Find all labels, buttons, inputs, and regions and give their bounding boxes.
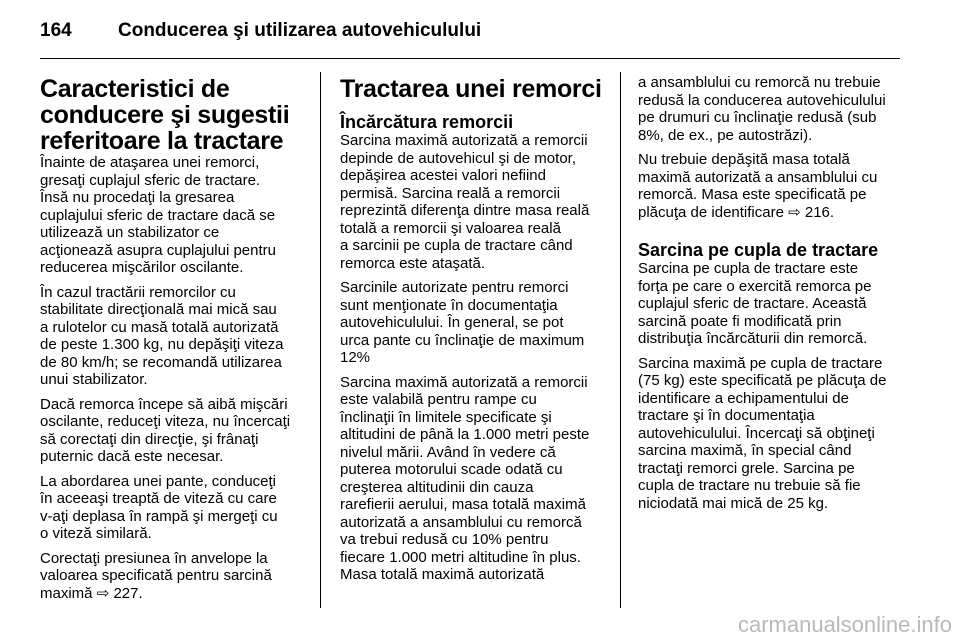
text-line	[40, 585, 306, 603]
paragraph	[638, 151, 906, 221]
column-3	[638, 74, 906, 519]
text-line: reprezintă diferenţa dintre masa reală	[340, 202, 590, 219]
text-line: depinde de autovehicul şi de motor,	[340, 149, 576, 167]
text-line: identificare a echipamentului de	[638, 389, 849, 407]
text-line: gresaţi cuplajul sferic de tractare.	[40, 171, 261, 189]
text-line: în aceeaşi treaptă de viteză cu care	[40, 490, 277, 507]
text-line: a ansamblului cu remorcă nu trebuie	[638, 74, 881, 91]
text-line: a rulotelor cu masă totală autorizată	[40, 318, 279, 336]
text-line: 8%, de ex., pe autostrăzi).	[638, 126, 813, 144]
column-divider	[620, 72, 621, 608]
heading-line: conducere şi sugestii	[40, 101, 290, 129]
text-line: Însă nu procedaţi la gresarea	[40, 189, 235, 206]
column-2	[340, 74, 610, 591]
text-line: de 80 km/h; se recomandă utilizarea	[40, 353, 282, 371]
text-line: sarcina maximă, în special când	[638, 442, 852, 459]
text-line: depăşirea acestei valori nefiind	[340, 167, 546, 184]
paragraph	[40, 154, 306, 277]
page-number: 164	[40, 20, 72, 41]
text-line: Corectaţi presiunea în anvelope la	[40, 549, 268, 567]
paragraph	[40, 473, 306, 543]
paragraph	[638, 355, 906, 513]
text-fragment: maximă	[40, 584, 93, 602]
text-line: Sarcina maximă autorizată a remorcii	[340, 132, 588, 149]
column-1	[40, 74, 306, 609]
text-line: remorca este ataşată.	[340, 254, 486, 272]
page-ref-arrow-icon: ⇨	[788, 203, 801, 221]
text-line: autovehiculului. În general, se pot	[340, 314, 564, 331]
text-line: Sarcina pe cupla de tractare este	[638, 260, 859, 277]
text-line: Dacă remorca începe să aibă mişcări	[40, 395, 288, 413]
text-line: totală a remorcii şi valoarea reală	[340, 219, 561, 237]
paragraph	[40, 284, 306, 389]
text-line: fiecare 1.000 metri altitudine în plus.	[340, 548, 581, 566]
text-line: o viteză similară.	[40, 525, 152, 542]
page-header	[40, 14, 900, 48]
paragraph	[40, 396, 306, 466]
text-line: oscilante, reduceţi viteza, nu încercaţi	[40, 413, 291, 430]
header-rule	[40, 58, 900, 59]
text-line: stabilitate direcţională mai mică sau	[40, 301, 277, 318]
text-line: remorcă. Masa este specificată pe	[638, 186, 867, 203]
text-line: nivelul mării. Având în vedere că	[340, 443, 556, 461]
paragraph	[340, 374, 610, 584]
heading-line: Caracteristici de	[40, 75, 230, 103]
text-line: În cazul tractării remorcilor cu	[40, 283, 236, 301]
text-line: permisă. Sarcina reală a remorcii	[340, 184, 561, 202]
paragraph	[40, 550, 306, 603]
text-line: reducerea mişcărilor oscilante.	[40, 259, 244, 276]
text-line: urca pante cu înclinaţie de maximum	[340, 331, 585, 349]
text-line: cupla de tractare nu trebuie să fie	[638, 477, 861, 494]
text-line: v-aţi deplasa în rampă şi mergeţi cu	[40, 507, 278, 525]
text-line: tractaţi remorci grele. Sarcina pe	[638, 459, 855, 477]
text-line: cuplajul sferic de tractare. Această	[638, 295, 867, 312]
text-line: înclinaţii în limitele specificate şi	[340, 408, 552, 426]
running-title: Conducerea şi utilizarea autovehiculului	[118, 20, 482, 41]
text-line: autovehiculului. Încercaţi să obţineţi	[638, 424, 875, 442]
text-line: Masa totală maximă autorizată	[340, 566, 545, 583]
spacer	[638, 228, 906, 240]
text-line: tractare şi în documentaţia	[638, 407, 815, 424]
text-line	[638, 204, 906, 222]
text-line: Sarcina maximă pe cupla de tractare	[638, 354, 883, 372]
text-line: altitudini de până la 1.000 metri peste	[340, 426, 590, 443]
section-heading	[40, 76, 306, 154]
text-line: niciodată mai mică de 25 kg.	[638, 494, 829, 512]
watermark: carmanualsonline.info	[737, 612, 952, 637]
text-line: forţa pe care o exercită remorca pe	[638, 277, 872, 295]
text-line: rarefierii aerului, masa totală maximă	[340, 496, 586, 513]
text-line: unui stabilizator.	[40, 371, 148, 388]
text-line: să corectaţi din direcţie, şi frânaţi	[40, 430, 259, 448]
text-line: acţionează asupra cuplajului pentru	[40, 241, 276, 259]
text-line: a sarcinii pe cupla de tractare când	[340, 237, 573, 254]
text-line: Nu trebuie depăşită masa totală	[638, 151, 850, 168]
text-line: autorizată a ansamblului cu remorcă	[340, 513, 582, 531]
text-line: sunt menţionate în documentaţia	[340, 296, 558, 314]
text-line: distribuţia încărcăturii din remorcă.	[638, 330, 868, 347]
text-line: Sarcinile autorizate pentru remorci	[340, 279, 569, 296]
subsection-heading: Încărcătura remorcii	[340, 112, 514, 132]
text-fragment: plăcuţa de identificare	[638, 203, 784, 221]
paragraph	[638, 74, 906, 144]
text-line: valoarea specificată pentru sarcină	[40, 567, 272, 584]
spacer	[340, 102, 610, 112]
text-line: (75 kg) este specificată pe plăcuţa de	[638, 372, 887, 389]
heading-line: referitoare la tractare	[40, 127, 284, 155]
text-line: puterea motorului scade odată cu	[340, 461, 563, 478]
text-line: va trebui redusă cu 10% pentru	[340, 531, 549, 548]
page-reference[interactable]: 227.	[113, 584, 143, 602]
text-line: puternic dacă este necesar.	[40, 448, 224, 465]
page-ref-arrow-icon: ⇨	[96, 584, 110, 602]
text-line: Înainte de ataşarea unei remorci,	[40, 154, 260, 171]
text-line: Sarcina maximă autorizată a remorcii	[340, 373, 588, 391]
paragraph	[340, 132, 610, 272]
text-line: de peste 1.300 kg, nu depăşiţi viteza	[40, 336, 284, 353]
text-line: sarcină poate fi modificată prin	[638, 312, 842, 330]
text-line: este valabilă pentru rampe cu	[340, 391, 537, 408]
paragraph	[638, 260, 906, 348]
text-line: 12%	[340, 349, 371, 366]
page-reference[interactable]: 216.	[804, 203, 835, 221]
subsection-heading: Sarcina pe cupla de tractare	[638, 240, 879, 260]
text-line: La abordarea unei pante, conduceţi	[40, 472, 277, 490]
text-line: redusă la conducerea autovehiculului	[638, 91, 886, 109]
text-line: pe drumuri cu înclinaţie redusă (sub	[638, 109, 877, 126]
section-heading: Tractarea unei remorci	[340, 75, 602, 103]
text-line: creşterea altitudinii din cauza	[340, 478, 534, 496]
text-line: cuplajului sferic de tractare dacă se	[40, 206, 276, 224]
text-line: maximă autorizată a ansamblului cu	[638, 168, 878, 186]
paragraph	[340, 279, 610, 367]
column-divider	[320, 72, 321, 608]
text-line: utilizează un stabilizator ce	[40, 224, 220, 241]
